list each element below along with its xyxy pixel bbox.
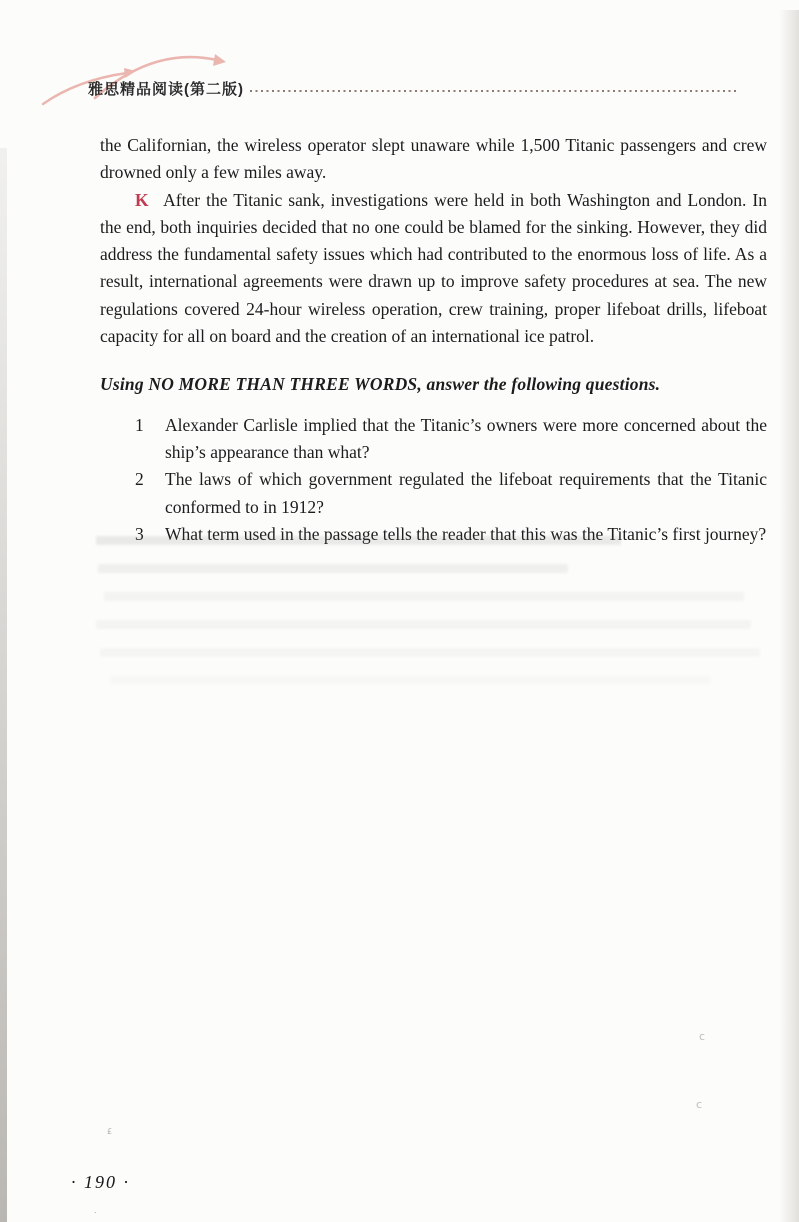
reading-passage [100, 132, 767, 548]
question-text: The laws of which government regulated the lifeboat requirements that the Titanic conformed to in 1912? [165, 469, 767, 517]
scan-speck: c [696, 1098, 703, 1111]
paragraph-continuation: the Californian, the wireless operator slept unaware while 1,500 Titanic passengers and crew drowned only a few miles away. [100, 135, 767, 183]
question-number: 2 [135, 469, 144, 490]
scan-right-edge-shadow [779, 10, 799, 1222]
swoosh-arrows-decoration [35, 40, 245, 110]
question-text: Alexander Carlisle implied that the Titanic’s owners were more concerned about the ship’s appearance than what? [165, 414, 767, 462]
paragraph-k [100, 187, 767, 351]
scan-left-edge-shadow [0, 148, 7, 1222]
bleed-through-line [96, 620, 751, 629]
scan-speck: c [699, 1030, 706, 1043]
book-title: 雅思精品阅读(第二版) [88, 81, 244, 98]
bleed-through-line [96, 536, 621, 545]
questions-instruction: Using NO MORE THAN THREE WORDS, answer the following questions. [100, 374, 661, 395]
paragraph-k-label: K [135, 189, 150, 210]
page-number: · 190 · [71, 1172, 130, 1192]
bleed-through-line [100, 648, 760, 657]
bleed-through-line [98, 564, 568, 573]
question-text: What term used in the passage tells the reader that this was the Titanic’s first journey? [165, 523, 767, 544]
question-number: 3 [135, 523, 144, 544]
question-number: 1 [135, 414, 144, 435]
paragraph-k-text: After the Titanic sank, investigations were held in both Washington and London. In the end, both inquiries decided that no one could be blamed for the sinking. However, they did address the fundamental safety issues which had contributed to the enormous loss of life. As a result, international agreements were drawn up to improve safety procedures at sea. The new regulations covered 24-hour wireless operation, crew training, proper lifeboat drills, lifeboat capacity for all on board and the creation of an international ice patrol. [100, 189, 767, 347]
bleed-through-line [104, 592, 744, 601]
question-item [100, 466, 767, 521]
dotted-rule [250, 90, 738, 92]
scan-speck: . [94, 1206, 97, 1215]
bleed-through-line [110, 676, 710, 684]
question-item [100, 412, 767, 467]
scan-speck: £ [107, 1127, 113, 1136]
page-header [88, 78, 768, 99]
